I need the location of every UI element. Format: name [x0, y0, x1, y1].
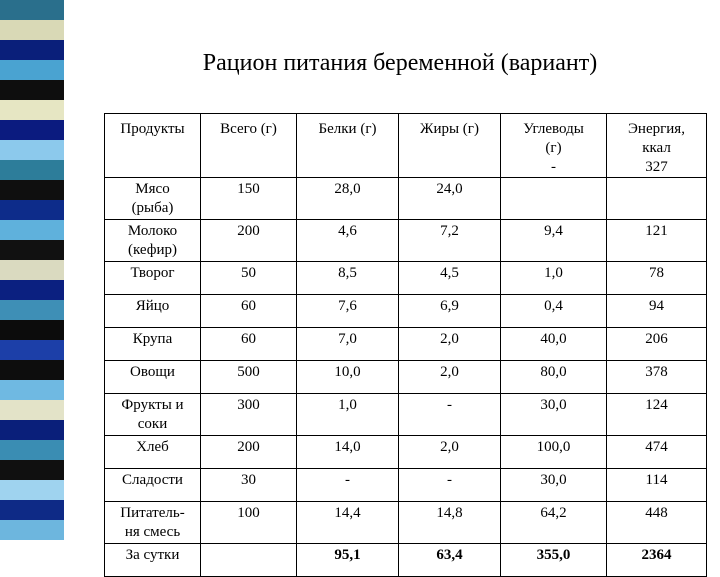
- cell-fat: [399, 178, 501, 220]
- stripe-segment: [0, 120, 64, 140]
- stripe-segment: [0, 380, 64, 400]
- cell-products: [105, 394, 201, 436]
- stripe-segment: [0, 360, 64, 380]
- cell-text: 50: [241, 265, 256, 281]
- header-text: Углеводы: [523, 121, 584, 137]
- totals-carbs: 355,0: [501, 544, 607, 577]
- cell-energy: [607, 469, 707, 502]
- cell-text: 28,0: [334, 181, 361, 197]
- stripe-segment: [0, 180, 64, 200]
- cell-protein: [297, 394, 399, 436]
- cell-text: 500: [237, 364, 260, 380]
- cell-text: Овощи: [130, 364, 175, 380]
- totals-total: [201, 544, 297, 577]
- stripe-segment: [0, 280, 64, 300]
- table-row: [105, 178, 707, 220]
- cell-protein: [297, 262, 399, 295]
- table-row: [105, 469, 707, 502]
- cell-text: Молоко: [127, 223, 178, 239]
- cell-text: 4,5: [440, 265, 459, 281]
- table-header-row: [105, 114, 707, 178]
- stripe-segment: [0, 520, 64, 540]
- table-body: [105, 178, 707, 544]
- cell-carbs: [501, 295, 607, 328]
- cell-total: [201, 469, 297, 502]
- cell-protein: [297, 178, 399, 220]
- table-row: [105, 361, 707, 394]
- cell-carbs: [501, 469, 607, 502]
- stripe-segment: [0, 20, 64, 40]
- cell-text: 300: [237, 397, 260, 413]
- stripe-segment: [0, 340, 64, 360]
- header-text: Энергия,: [628, 121, 685, 137]
- cell-text: 124: [645, 397, 668, 413]
- cell-text: 30: [241, 472, 256, 488]
- cell-text: 7,0: [338, 331, 357, 347]
- cell-protein: [297, 295, 399, 328]
- cell-text: 14,4: [334, 505, 361, 521]
- cell-text: Творог: [130, 265, 175, 281]
- table-row: [105, 502, 707, 544]
- stripe-segment: [0, 420, 64, 440]
- cell-products: [105, 328, 201, 361]
- cell-text: (рыба): [131, 200, 174, 216]
- cell-energy: [607, 178, 707, 220]
- stripe-segment: [0, 240, 64, 260]
- cell-products: [105, 469, 201, 502]
- cell-text: -: [345, 472, 350, 488]
- cell-energy: [607, 220, 707, 262]
- cell-text: -: [447, 472, 452, 488]
- cell-text: 114: [645, 472, 668, 488]
- stripe-segment: [0, 300, 64, 320]
- cell-text: Мясо: [135, 181, 170, 197]
- header-text: 327: [645, 159, 668, 175]
- cell-text: (кефир): [128, 242, 177, 258]
- cell-fat: [399, 328, 501, 361]
- cell-text: 2,0: [440, 439, 459, 455]
- cell-carbs: [501, 436, 607, 469]
- cell-energy: [607, 361, 707, 394]
- header-cell-fat: [399, 114, 501, 178]
- cell-text: 6,9: [440, 298, 459, 314]
- stripe-segment: [0, 220, 64, 240]
- stripe-segment: [0, 140, 64, 160]
- totals-label: За сутки: [105, 544, 201, 577]
- cell-energy: [607, 502, 707, 544]
- cell-protein: [297, 436, 399, 469]
- cell-energy: [607, 436, 707, 469]
- cell-fat: [399, 361, 501, 394]
- cell-fat: [399, 394, 501, 436]
- cell-energy: [607, 394, 707, 436]
- cell-carbs: [501, 361, 607, 394]
- cell-products: [105, 220, 201, 262]
- cell-text: 80,0: [540, 364, 567, 380]
- header-cell-products: [105, 114, 201, 178]
- cell-text: 14,8: [436, 505, 463, 521]
- header-text: Жиры (г): [420, 121, 479, 137]
- cell-text: 40,0: [540, 331, 567, 347]
- cell-products: [105, 436, 201, 469]
- cell-text: 30,0: [540, 397, 567, 413]
- totals-fat: 63,4: [399, 544, 501, 577]
- cell-total: [201, 178, 297, 220]
- header-text: Белки (г): [318, 121, 377, 137]
- stripe-segment: [0, 440, 64, 460]
- cell-protein: [297, 469, 399, 502]
- cell-total: [201, 295, 297, 328]
- cell-protein: [297, 220, 399, 262]
- stripe-segment: [0, 40, 64, 60]
- cell-carbs: [501, 262, 607, 295]
- header-cell-total: [201, 114, 297, 178]
- table-row: [105, 394, 707, 436]
- cell-fat: [399, 220, 501, 262]
- cell-text: 1,0: [338, 397, 357, 413]
- cell-text: 200: [237, 439, 260, 455]
- cell-carbs: [501, 502, 607, 544]
- cell-protein: [297, 328, 399, 361]
- table-row: [105, 436, 707, 469]
- decorative-stripe-bar: [0, 0, 64, 540]
- cell-text: 78: [649, 265, 664, 281]
- cell-fat: [399, 295, 501, 328]
- cell-text: 7,2: [440, 223, 459, 239]
- cell-text: 100,0: [536, 439, 571, 455]
- totals-protein: 95,1: [297, 544, 399, 577]
- table-row: [105, 295, 707, 328]
- cell-carbs: [501, 394, 607, 436]
- stripe-segment: [0, 60, 64, 80]
- cell-fat: [399, 469, 501, 502]
- cell-energy: [607, 328, 707, 361]
- stripe-segment: [0, 460, 64, 480]
- cell-fat: [399, 502, 501, 544]
- cell-total: [201, 328, 297, 361]
- cell-total: [201, 502, 297, 544]
- header-cell-protein: [297, 114, 399, 178]
- cell-products: [105, 178, 201, 220]
- cell-products: [105, 502, 201, 544]
- cell-text: 100: [237, 505, 260, 521]
- cell-text: 14,0: [334, 439, 361, 455]
- stripe-segment: [0, 260, 64, 280]
- cell-energy: [607, 295, 707, 328]
- cell-text: ня смесь: [124, 524, 181, 540]
- page-title: Рацион питания беременной (вариант): [202, 50, 598, 76]
- cell-text: 64,2: [540, 505, 567, 521]
- cell-carbs: [501, 328, 607, 361]
- stripe-segment: [0, 320, 64, 340]
- cell-text: Сладости: [122, 472, 183, 488]
- cell-text: соки: [137, 416, 168, 432]
- cell-total: [201, 262, 297, 295]
- header-text: ккал: [642, 140, 671, 156]
- cell-products: [105, 295, 201, 328]
- cell-text: 206: [645, 331, 668, 347]
- cell-text: 474: [645, 439, 668, 455]
- stripe-segment: [0, 0, 64, 20]
- header-text: Всего (г): [220, 121, 277, 137]
- cell-protein: [297, 361, 399, 394]
- table-row: [105, 220, 707, 262]
- cell-text: 8,5: [338, 265, 357, 281]
- header-cell-carbs: [501, 114, 607, 178]
- header-cell-energy: [607, 114, 707, 178]
- cell-text: 121: [645, 223, 668, 239]
- stripe-segment: [0, 80, 64, 100]
- cell-text: 2,0: [440, 331, 459, 347]
- cell-text: 94: [649, 298, 664, 314]
- cell-text: 150: [237, 181, 260, 197]
- stripe-segment: [0, 500, 64, 520]
- cell-fat: [399, 436, 501, 469]
- cell-text: 10,0: [334, 364, 361, 380]
- nutrition-table: [104, 113, 707, 577]
- cell-total: [201, 220, 297, 262]
- cell-text: 378: [645, 364, 668, 380]
- header-text: Продукты: [120, 121, 185, 137]
- cell-text: 0,4: [544, 298, 563, 314]
- stripe-segment: [0, 200, 64, 220]
- header-text: (г): [545, 140, 562, 156]
- cell-text: Яйцо: [135, 298, 170, 314]
- cell-text: 60: [241, 298, 256, 314]
- cell-total: [201, 394, 297, 436]
- cell-fat: [399, 262, 501, 295]
- stripe-segment: [0, 160, 64, 180]
- cell-text: Фрукты и: [121, 397, 184, 413]
- cell-text: 448: [645, 505, 668, 521]
- stripe-segment: [0, 480, 64, 500]
- totals-row: [105, 544, 707, 577]
- stripe-segment: [0, 400, 64, 420]
- cell-text: Хлеб: [136, 439, 169, 455]
- cell-carbs: [501, 178, 607, 220]
- cell-text: -: [447, 397, 452, 413]
- cell-text: 24,0: [436, 181, 463, 197]
- cell-text: 2,0: [440, 364, 459, 380]
- totals-energy: 2364: [607, 544, 707, 577]
- cell-products: [105, 262, 201, 295]
- cell-carbs: [501, 220, 607, 262]
- cell-text: 30,0: [540, 472, 567, 488]
- cell-total: [201, 436, 297, 469]
- cell-protein: [297, 502, 399, 544]
- header-text: -: [551, 159, 556, 175]
- stripe-segment: [0, 100, 64, 120]
- cell-text: 200: [237, 223, 260, 239]
- table-row: [105, 328, 707, 361]
- cell-text: 9,4: [544, 223, 563, 239]
- cell-text: 60: [241, 331, 256, 347]
- cell-text: 7,6: [338, 298, 357, 314]
- cell-text: Крупа: [132, 331, 173, 347]
- cell-text: Питатель-: [120, 505, 185, 521]
- cell-text: 1,0: [544, 265, 563, 281]
- cell-total: [201, 361, 297, 394]
- cell-products: [105, 361, 201, 394]
- table-row: [105, 262, 707, 295]
- cell-energy: [607, 262, 707, 295]
- cell-text: 4,6: [338, 223, 357, 239]
